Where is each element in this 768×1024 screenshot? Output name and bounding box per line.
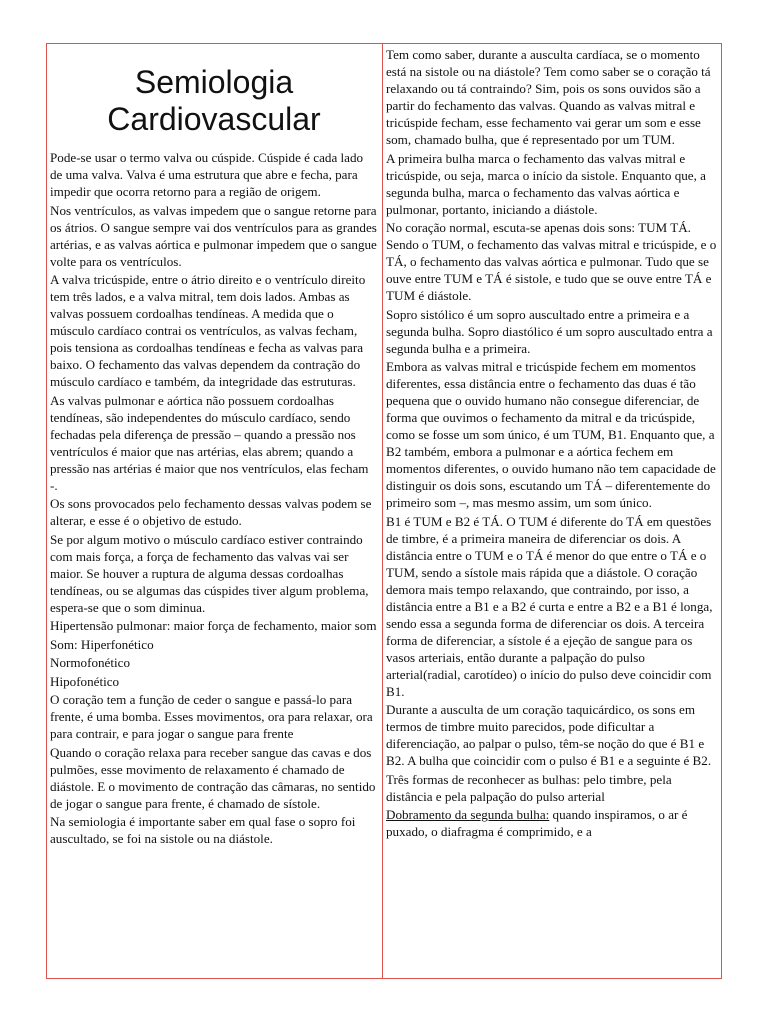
title-line-2: Cardiovascular <box>107 101 321 137</box>
paragraph: O coração tem a função de ceder o sangue e passá-lo para frente, é uma bomba. Esses movimentos, ora para relaxar, ora para contrair, e para jogar o sangue para frente <box>50 692 373 741</box>
paragraph: No coração normal, escuta-se apenas dois sons: TUM TÁ. Sendo o TUM, o fechamento das valvas mitral e tricúspide, e o TÁ, o fechamento das valvas aórtica e pulmonar. Tudo que se ouve entre TUM e TÁ é sistole, e tudo que se ouve entre TÁ e TUM é diástole. <box>386 220 717 303</box>
paragraph: Durante a ausculta de um coração taquicárdico, os sons em termos de timbre muito parecidos, pode dificultar a diferenciação, ao palpar o pulso, têm-se noção do que é B1 e B2. A bulha que coincidir com o pulso é B1 e a seguinte é B2. <box>386 702 712 768</box>
left-column <box>50 44 378 849</box>
paragraph-last <box>386 806 718 840</box>
paragraph: Hipofonético <box>50 673 120 689</box>
paragraph: Embora as valvas mitral e tricúspide fechem em momentos diferentes, essa distância entre o fechamento das duas é tão pequena que o ouvido humano não consegue diferenciar, de forma que ouvimos o fechamento da mitral e da tricúspide, como se fosse um som único, é um TUM, B1. Enquanto que, a B2 também, embora a pulmonar e a aórtica fechem em momentos diferentes, o ouvido humano não tem capacidade de distinguir os dois sons, escutando um TÁ – diferentemente do primeiro som –, mas mesmo assim, um som único. <box>386 359 716 510</box>
paragraph: Quando o coração relaxa para receber sangue das cavas e dos pulmões, esse movimento de relaxamento é chamado de diástole. E o movimento de contração das câmaras, no sentido de jogar o sangue para frente, é chamado de sístole. <box>50 744 376 811</box>
paragraph: Pode-se usar o termo valva ou cúspide. Cúspide é cada lado de uma valva. Valva é uma estrutura que abre e fecha, para impedir que ocorra retorno para a região de origem. <box>50 150 364 199</box>
paragraph: As valvas pulmonar e aórtica não possuem cordoalhas tendíneas, são independentes do músculo cardíaco, sendo fechadas pela diferença de pressão – quando a pressão nos ventrículos é maior que nas artérias, elas abrem; quando a pressão nas artérias é maior que nos ventrículos, elas fecham -. <box>50 392 369 493</box>
paragraph: Sopro sistólico é um sopro auscultado entre a primeira e a segunda bulha. Sopro diastólico é um sopro auscultado entra a segunda bulha e a primeira. <box>386 306 713 356</box>
column-divider <box>382 43 383 979</box>
document-title <box>50 64 378 138</box>
paragraph: Hipertensão pulmonar: maior força de fechamento, maior som <box>50 618 377 633</box>
right-column <box>386 46 718 842</box>
paragraph-continuation: quando inspiramos, o ar é puxado, o diafragma é comprimido, e a <box>386 807 688 839</box>
paragraph: Som: Hiperfonético <box>50 636 154 652</box>
paragraph: Os sons provocados pelo fechamento dessas valvas podem se alterar, e esse é o objetivo de estudo. <box>50 496 372 528</box>
paragraph: Tem como saber, durante a ausculta cardíaca, se o momento está na sistole ou na diástole? Tem como saber se o coração tá relaxando ou tá contraindo? Sim, pois os sons ouvidos são a partir do fechamento das valvas. Quando as valvas mitral e tricúspide fecham, esse fechamento vai gerar um som e esse som, chamado bulha, que é representado por um TUM. <box>386 47 711 147</box>
paragraph: A valva tricúspide, entre o átrio direito e o ventrículo direito tem três lados, e a valva mitral, tem dois lados. Ambas as valvas possuem cordoalhas tendíneas. A medida que o músculo cardíaco contrai os ventrículos, as valvas fecham, pois tensiona as cordoalhas tendíneas e fecha as valvas para baixo. O fechamento das valvas dependem da contração do músculo cardíaco e também, da integridade das estruturas. <box>50 272 366 389</box>
title-line-1: Semiologia <box>134 64 294 100</box>
paragraph: Na semiologia é importante saber em qual fase o sopro foi auscultado, se foi na sistole ou na diástole. <box>50 814 356 846</box>
underlined-heading: Dobramento da segunda bulha: <box>386 807 550 822</box>
paragraph: B1 é TUM e B2 é TÁ. O TUM é diferente do TÁ em questões de timbre, é a primeira maneira de diferenciar os dois. A distância entre o TUM e o TÁ é menor do que entre o TÁ e o TUM, sendo a sístole mais rápida que a diástole. O coração demora mais tempo relaxando, que contraindo, por isso, a distância entre a B1 e a B2 é curta e entre a B2 e a B1 é longa, sendo essa a segunda forma de diferenciar os dois. A terceira forma de diferenciar, a sístole é a ejeção de sangue para os vasos arteriais, então durante a palpação do pulso arterial(radial, carotídeo) o início do pulso deve coincidir com B1. <box>386 513 713 699</box>
paragraph: A primeira bulha marca o fechamento das valvas mitral e tricúspide, ou seja, marca o início da sistole. Enquanto que, a segunda bulha, marca o fechamento das valvas aórtica e pulmonar, portanto, iniciando a diástole. <box>386 150 706 217</box>
paragraph: Três formas de reconhecer as bulhas: pelo timbre, pela distância e pela palpação do pulso arterial <box>386 771 672 804</box>
paragraph: Normofonético <box>50 655 130 670</box>
paragraph: Nos ventrículos, as valvas impedem que o sangue retorne para os átrios. O sangue sempre vai dos ventrículos para as grandes artérias, e as valvas aórtica e pulmonar impedem que o sangue volte para os ventrículos. <box>50 202 377 269</box>
paragraph: Se por algum motivo o músculo cardíaco estiver contraindo com mais força, a força de fechamento das valvas vai ser maior. Se houver a ruptura de alguma dessas cordoalhas tendíneas, ou se algumas das cúspides tiver algum problema, espera-se que o som diminua. <box>50 531 369 615</box>
